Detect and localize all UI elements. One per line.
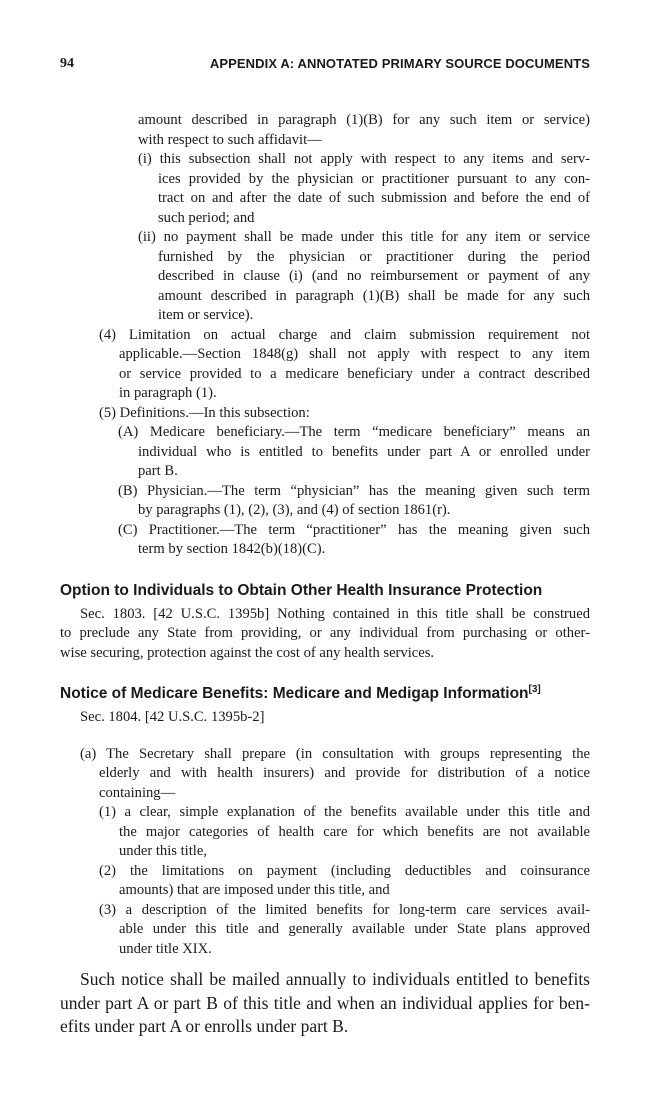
- text-line: under part A or part B of this title and when an individual applies for ben-: [60, 992, 590, 1013]
- text-line: (2) the limitations on payment (including deductibles and coinsurance: [99, 862, 590, 879]
- text-line: furnished by the physician or practitioner during the period: [158, 248, 590, 265]
- text-line: (A) Medicare beneficiary.—The term “medicare beneficiary” means an: [118, 424, 590, 440]
- text-line: (4) Limitation on actual charge and claim submission requirement not: [99, 326, 590, 343]
- text-line: described in clause (i) (and no reimbursement or payment of any: [158, 268, 590, 284]
- page-number: 94: [60, 56, 74, 71]
- text-line: applicable.—Section 1848(g) shall not apply with respect to any item: [119, 346, 590, 362]
- text-line: (C) Practitioner.—The term “practitioner” has the meaning given such: [118, 521, 590, 538]
- text-line: part B.: [138, 463, 178, 479]
- text-line: (i) this subsection shall not apply with respect to any items and serv-: [138, 151, 590, 167]
- text-line: (1) a clear, simple explanation of the benefits available under this title and: [99, 804, 590, 820]
- text-line: elderly and with health insurers) and provide for distribution of a notice: [99, 765, 590, 781]
- text-line: wise securing, protection against the cost of any health services.: [60, 644, 435, 661]
- text-line: Sec. 1803. [42 U.S.C. 1395b] Nothing contained in this title shall be construed: [80, 605, 590, 622]
- text-line: the major categories of health care for which benefits are not available: [119, 823, 590, 840]
- section-heading-1803: Option to Individuals to Obtain Other Health Insurance Protection: [60, 581, 543, 599]
- text-line: or service provided to a medicare beneficiary under a contract described: [119, 365, 590, 382]
- text-line: (3) a description of the limited benefits for long-term care services avail-: [99, 901, 590, 918]
- text-line: amount described in paragraph (1)(B) for any such item or service): [138, 112, 590, 128]
- text-line: under title XIX.: [119, 940, 212, 957]
- running-head: APPENDIX A: ANNOTATED PRIMARY SOURCE DOCUMENTS: [209, 56, 590, 71]
- section-citation: Sec. 1804. [42 U.S.C. 1395b-2]: [80, 709, 265, 725]
- page-header: [60, 56, 590, 74]
- page-body: [60, 111, 590, 1039]
- text-line: amount described in paragraph (1)(B) shall be made for any such: [158, 287, 590, 304]
- text-line: item or service).: [158, 307, 254, 323]
- text-line: able under this title and generally available under State plans approved: [119, 921, 590, 937]
- text-line: under this title,: [119, 843, 207, 859]
- text-line: such period; and: [158, 209, 255, 226]
- footnote-marker: [3]: [528, 683, 541, 695]
- text-line: efits under part A or enrolls under part B.: [60, 1016, 349, 1036]
- text-line: tract on and after the date of such submission and before the end of: [158, 190, 590, 206]
- text-line: term by section 1842(b)(18)(C).: [138, 541, 326, 557]
- section-heading-1804: [60, 684, 590, 704]
- text-line: to preclude any State from providing, or any individual from purchasing or other-: [60, 625, 590, 641]
- text-line: (B) Physician.—The term “physician” has the meaning given such term: [118, 482, 590, 499]
- text-line: (5) Definitions.—In this subsection:: [99, 404, 310, 421]
- section-heading-text: Notice of Medicare Benefits: Medicare and Medigap Information: [60, 685, 529, 702]
- text-line: (ii) no payment shall be made under this title for any item or service: [138, 229, 590, 245]
- text-line: Such notice shall be mailed annually to individuals entitled to benefits: [80, 969, 590, 989]
- text-line: amounts) that are imposed under this title, and: [119, 882, 390, 898]
- text-line: ices provided by the physician or practitioner pursuant to any con-: [158, 170, 590, 187]
- text-line: by paragraphs (1), (2), (3), and (4) of section 1861(r).: [138, 502, 451, 518]
- text-line: containing—: [99, 784, 176, 801]
- text-line: in paragraph (1).: [119, 385, 217, 401]
- text-line: individual who is entitled to benefits under part A or enrolled under: [138, 443, 590, 460]
- text-line: with respect to such affidavit—: [138, 131, 322, 148]
- text-line: (a) The Secretary shall prepare (in consultation with groups representing the: [80, 745, 590, 762]
